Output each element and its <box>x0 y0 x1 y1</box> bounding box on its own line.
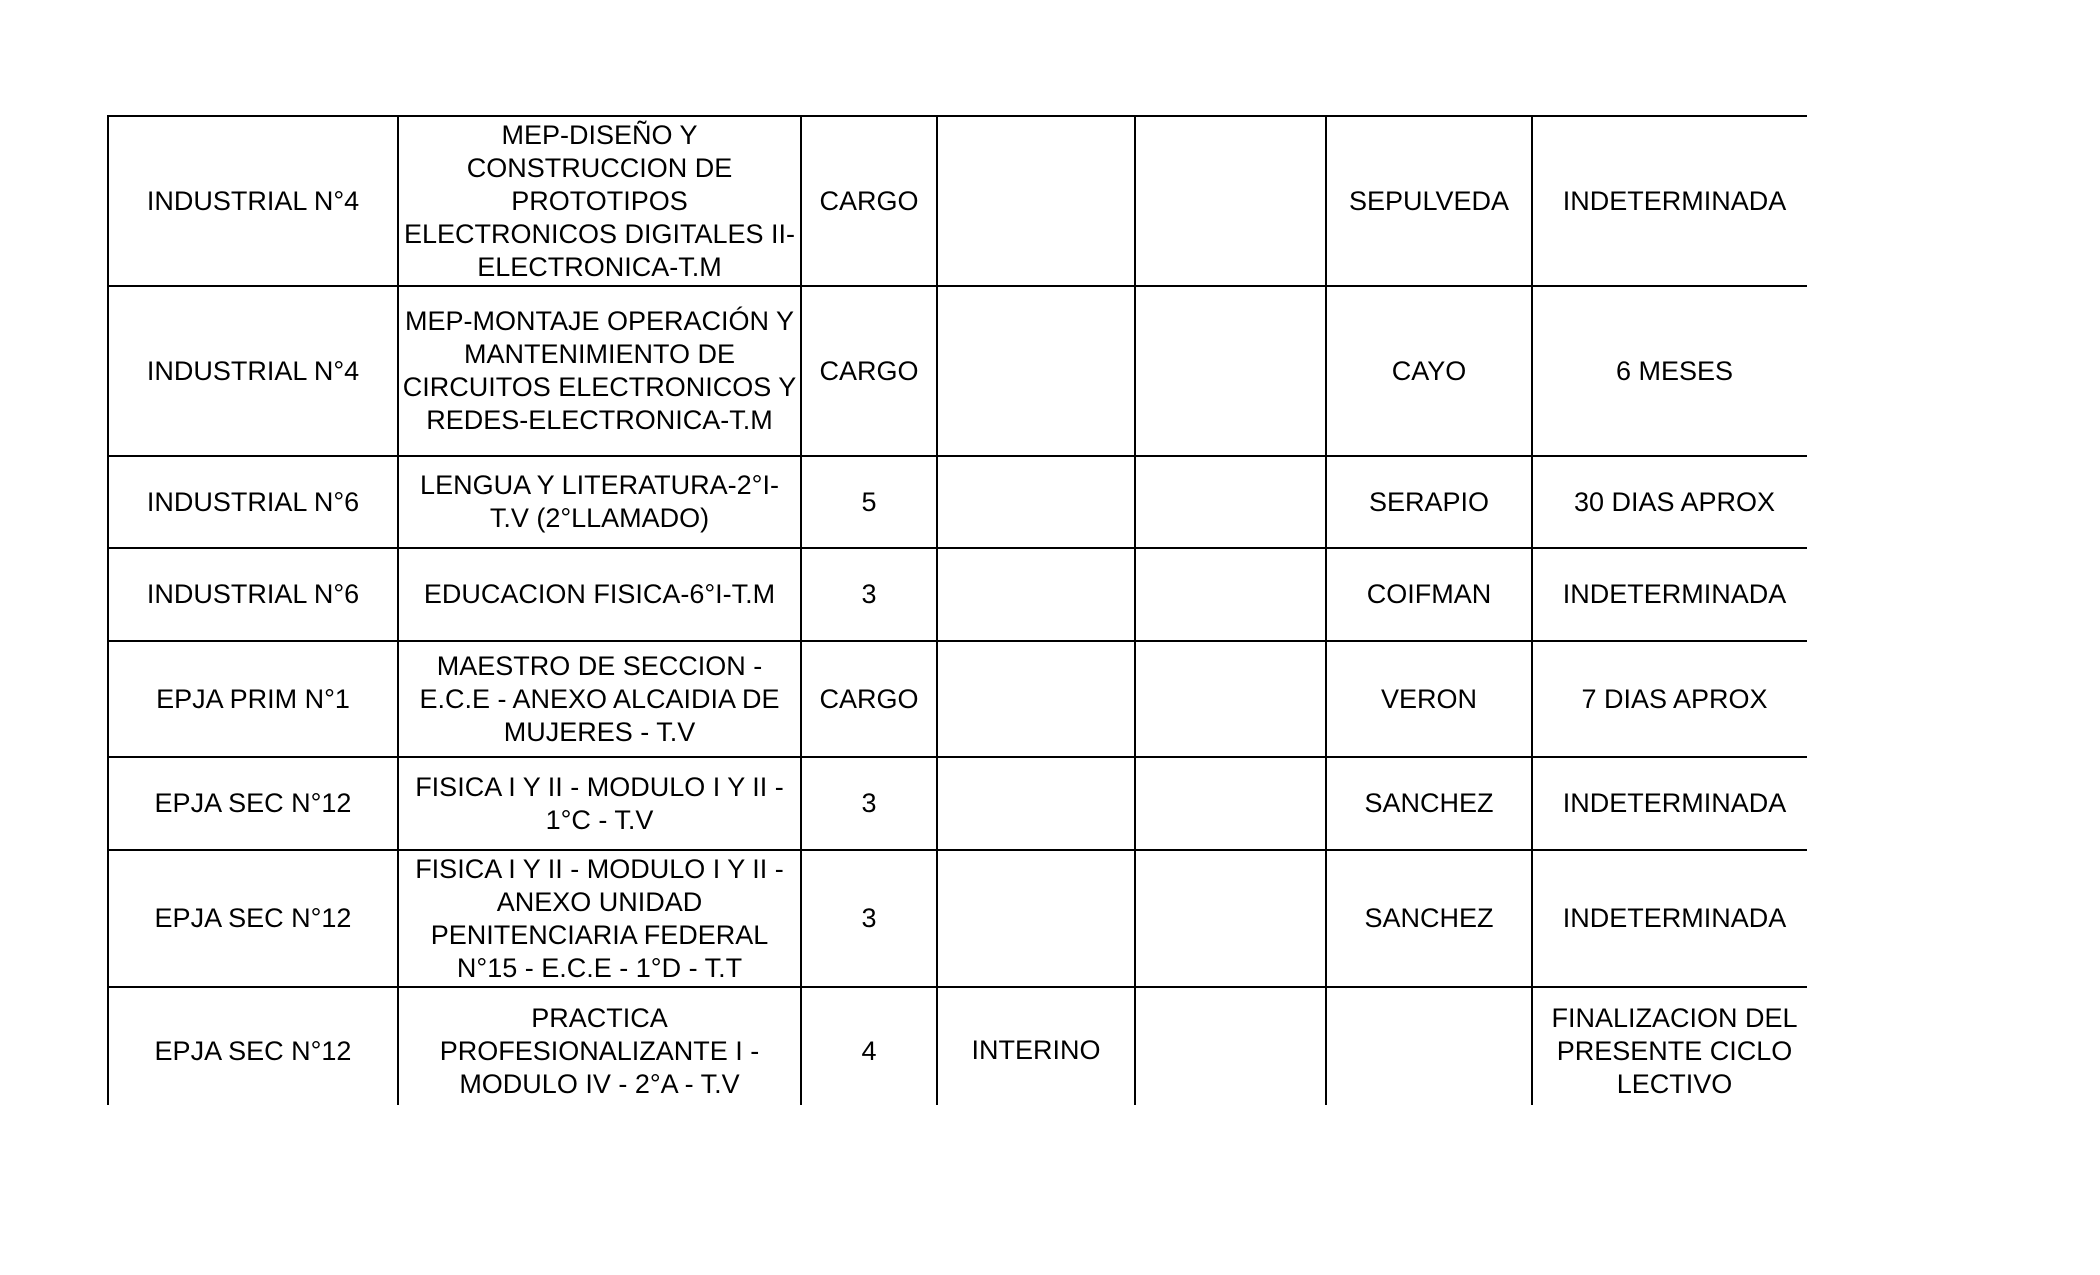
status-cell <box>937 116 1135 286</box>
status-cell <box>937 286 1135 456</box>
hours-cell: 3 <box>801 548 937 641</box>
duration-cell: INDETERMINADA <box>1532 116 1807 286</box>
empty-cell <box>1135 850 1326 987</box>
subject-cell: LENGUA Y LITERATURA-2°I-T.V (2°LLAMADO) <box>398 456 801 548</box>
empty-cell <box>1135 641 1326 757</box>
school-cell: EPJA SEC N°12 <box>108 987 398 1105</box>
table-row <box>108 286 1807 456</box>
empty-cell <box>1135 548 1326 641</box>
hours-cell: CARGO <box>801 641 937 757</box>
status-cell <box>937 850 1135 987</box>
status-cell <box>937 757 1135 850</box>
duration-cell: INDETERMINADA <box>1532 850 1807 987</box>
table-row <box>108 850 1807 987</box>
school-cell: INDUSTRIAL N°4 <box>108 116 398 286</box>
hours-cell: CARGO <box>801 116 937 286</box>
table-row <box>108 548 1807 641</box>
teacher-cell: SERAPIO <box>1326 456 1532 548</box>
table-row <box>108 757 1807 850</box>
hours-cell: 3 <box>801 850 937 987</box>
subject-cell: MEP-MONTAJE OPERACIÓN Y MANTENIMIENTO DE CIRCUITOS ELECTRONICOS Y REDES-ELECTRONICA-T.M <box>398 286 801 456</box>
empty-cell <box>1135 987 1326 1105</box>
duration-cell: INDETERMINADA <box>1532 757 1807 850</box>
subject-cell: MAESTRO DE SECCION - E.C.E - ANEXO ALCAIDIA DE MUJERES - T.V <box>398 641 801 757</box>
teacher-cell: COIFMAN <box>1326 548 1532 641</box>
school-cell: INDUSTRIAL N°6 <box>108 456 398 548</box>
subject-cell: MEP-DISEÑO Y CONSTRUCCION DE PROTOTIPOS ELECTRONICOS DIGITALES II-ELECTRONICA-T.M <box>398 116 801 286</box>
teacher-cell: SANCHEZ <box>1326 850 1532 987</box>
hours-cell: 5 <box>801 456 937 548</box>
hours-cell: 4 <box>801 987 937 1105</box>
table-row <box>108 116 1807 286</box>
school-cell: INDUSTRIAL N°4 <box>108 286 398 456</box>
status-cell <box>937 641 1135 757</box>
vacancy-table <box>107 115 1807 1105</box>
teacher-cell: VERON <box>1326 641 1532 757</box>
empty-cell <box>1135 286 1326 456</box>
duration-cell: 6 MESES <box>1532 286 1807 456</box>
teacher-cell <box>1326 987 1532 1105</box>
empty-cell <box>1135 456 1326 548</box>
subject-cell: EDUCACION FISICA-6°I-T.M <box>398 548 801 641</box>
subject-cell: FISICA I Y II - MODULO I Y II - ANEXO UNIDAD PENITENCIARIA FEDERAL N°15 - E.C.E - 1°D - T.T <box>398 850 801 987</box>
school-cell: INDUSTRIAL N°6 <box>108 548 398 641</box>
duration-cell: FINALIZACION DEL PRESENTE CICLO LECTIVO <box>1532 987 1807 1105</box>
duration-cell: INDETERMINADA <box>1532 548 1807 641</box>
duration-cell: 30 DIAS APROX <box>1532 456 1807 548</box>
spreadsheet-page <box>107 115 1807 1105</box>
hours-cell: CARGO <box>801 286 937 456</box>
subject-cell: FISICA I Y II - MODULO I Y II - 1°C - T.V <box>398 757 801 850</box>
duration-cell: 7 DIAS APROX <box>1532 641 1807 757</box>
school-cell: EPJA PRIM N°1 <box>108 641 398 757</box>
status-cell <box>937 456 1135 548</box>
school-cell: EPJA SEC N°12 <box>108 850 398 987</box>
school-cell: EPJA SEC N°12 <box>108 757 398 850</box>
teacher-cell: CAYO <box>1326 286 1532 456</box>
hours-cell: 3 <box>801 757 937 850</box>
table-row <box>108 987 1807 1105</box>
status-cell <box>937 548 1135 641</box>
teacher-cell: SEPULVEDA <box>1326 116 1532 286</box>
status-cell: INTERINO <box>937 987 1135 1105</box>
table-row <box>108 456 1807 548</box>
teacher-cell: SANCHEZ <box>1326 757 1532 850</box>
table-row <box>108 641 1807 757</box>
empty-cell <box>1135 757 1326 850</box>
empty-cell <box>1135 116 1326 286</box>
subject-cell: PRACTICA PROFESIONALIZANTE I - MODULO IV - 2°A - T.V <box>398 987 801 1105</box>
